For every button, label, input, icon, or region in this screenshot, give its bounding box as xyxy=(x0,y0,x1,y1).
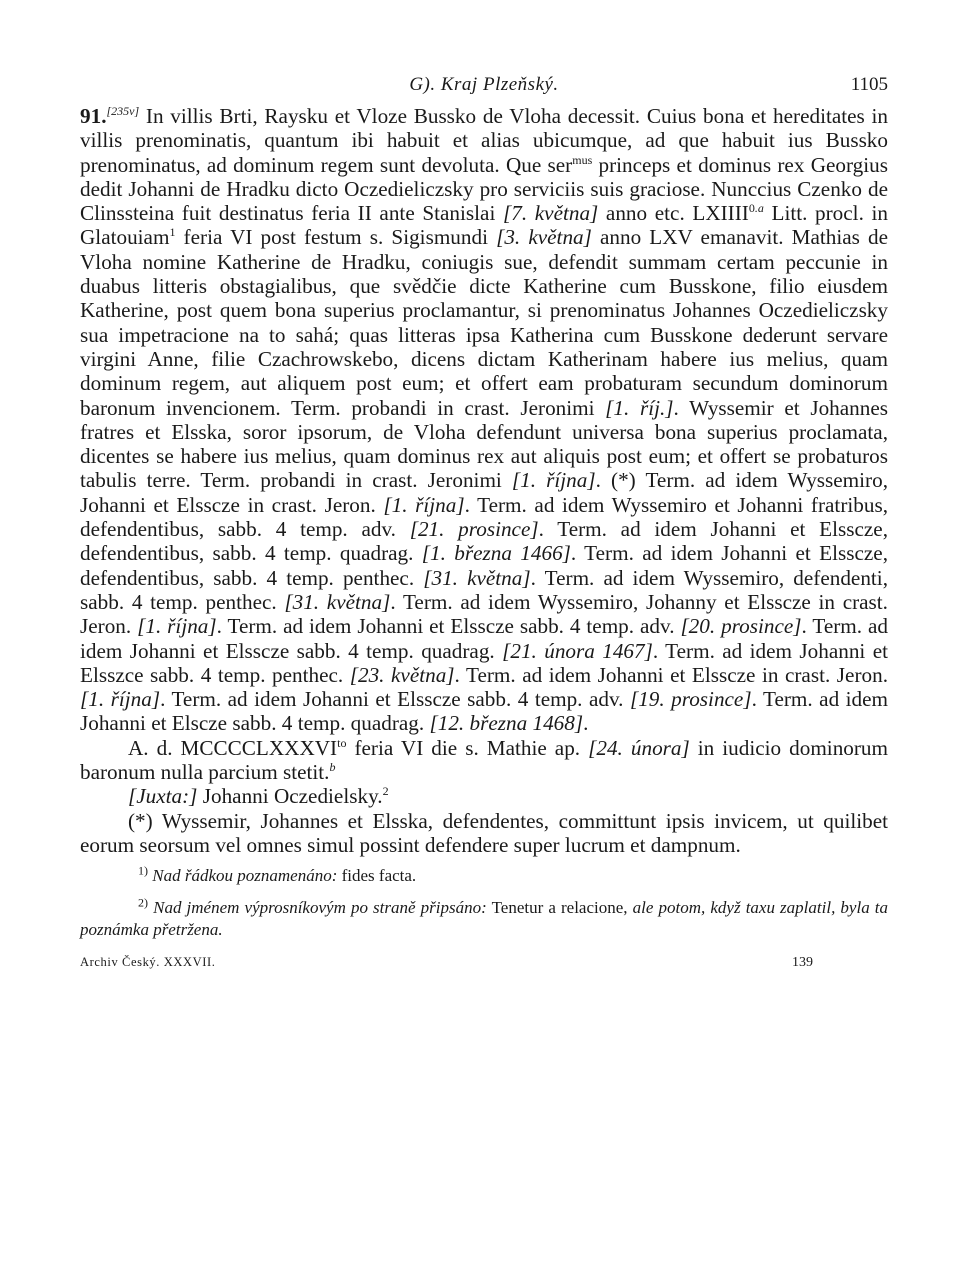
date-note: [31. května] xyxy=(423,565,531,590)
footnote-2 xyxy=(80,897,888,941)
footnote-text: Tenetur a relacione, xyxy=(486,898,633,918)
text-run: princeps et dominus rex Georgius dedit Johanni de Hradku dicto Oczedieliczsky pro serviciis suis graciose. Nunccius Czenko de Clinssteina fuit destinatus feria II ante Stanislai xyxy=(80,152,888,226)
date-note: [31. května] xyxy=(284,589,391,614)
date-note: [1. března 1466] xyxy=(421,541,571,566)
date-note: [23. května] xyxy=(349,662,455,687)
text-run: anno LXV emanavit. Mathias de Vloha nomine Katherine de Hradku, coniugis sue, defendit summam certam peccunie in duabus litteris obstagialibus, que svědčie dicte Katherine cum Busskone, filio eiusdem Katherine, post quem bona superius proclamantur, si prenominatus Johannes Oczedieliczsky sua impetracione na to sahá; quas litteras ipsa Katherina cum Busskone dederunt servare virgini Anne, filie Czachrowskebo, dicens dictam Katherinam habere ius melius, quam dominum regem, aut aliquem post eum; et offert eam probaturam secundum dominorum baronum invencionem. Term. probandi in crast. Jeronimi xyxy=(80,225,888,420)
text-run: In villis Brti, Raysku et Vloze Bussko de Vloha decessit. Cuius bona et hereditates in villis prenominatis, quantum ibi habuit et alias ubicumque, ad que habuit ius Bussko prenominatus, ad dominum regem sunt devoluta. Que ser xyxy=(80,104,888,177)
text-run: . Term. ad idem Johanni et Elsscze sabb. 4 temp. adv. xyxy=(216,614,681,639)
note-ref-a: .a xyxy=(754,201,764,216)
text-run: . Wyssemir et Johannes fratres et Elsska, soror ipsorum, de Vloha defendunt universa bona superius proclamata, dicentes se habere ius melius, quam dominus rex aut aliquis post eum; et offert se probaturos tabulis terre. Term. probandi in crast. Jeronimi xyxy=(80,395,889,493)
text-run: . Term. ad idem Wyssemiro et Johanni fratribus, defendentibus, sabb. 4 temp. adv. xyxy=(80,492,888,542)
editorial-note: [Juxta:] xyxy=(128,784,198,809)
text-run: . Term. ad idem Wyssemiro, Johanny et Elsscze in crast. Jeron. xyxy=(80,589,888,639)
text-run: . Term. ad idem Johanni et Elsszce sabb. 4 temp. penthec. xyxy=(80,638,888,687)
footnote-mark: 2) xyxy=(138,895,148,910)
folio-ref: [235v] xyxy=(106,103,140,118)
entry-paragraph-main xyxy=(80,104,888,736)
date-note: [24. února] xyxy=(588,735,690,760)
text-run: . xyxy=(583,711,589,736)
text-run: . Term. ad idem Johanni et Elsscze sabb. 4 temp. adv. xyxy=(160,687,630,712)
footnote-italic: ale potom, když taxu zaplatil, byla ta poznámka přetržena. xyxy=(80,898,889,940)
date-note: [19. prosince] xyxy=(629,687,752,712)
page-header xyxy=(80,70,888,104)
entry-paragraph-court xyxy=(80,736,888,785)
text-run: feria VI die s. Mathie ap. xyxy=(346,735,589,760)
date-note: [3. května] xyxy=(496,225,592,250)
page xyxy=(80,70,888,977)
date-note: [7. května] xyxy=(502,201,599,226)
text-run: A. d. MCCCCLXXXVI xyxy=(128,735,338,760)
text-run: . Term. ad idem Johanni et Elsscze in crast. Jeron. xyxy=(454,662,888,687)
date-note: [1. října] xyxy=(137,614,217,639)
superscript: mus xyxy=(572,152,593,167)
entry-paragraph-juxta xyxy=(80,784,888,808)
footnote-italic: Nad řádkou poznamenáno: xyxy=(152,866,338,886)
entry-number: 91. xyxy=(80,104,107,128)
footnote-1 xyxy=(80,865,888,887)
superscript: to xyxy=(337,735,347,750)
date-note: [20. prosince] xyxy=(680,614,802,639)
text-run: (*) Wyssemir, Johannes et Elsska, defendentes, committunt ipsis invicem, ut quilibet eorum seorsum vel omnes simul possint defendere super lucrum et dampnum. xyxy=(80,808,888,857)
text-run: . Term. ad idem Johanni et Elscze sabb. 4 temp. quadrag. xyxy=(80,687,889,736)
text-run: . Term. ad idem Wyssemiro, defendenti, sabb. 4 temp. penthec. xyxy=(80,565,888,614)
text-run: anno etc. LXIIII xyxy=(598,201,749,226)
text-run: . Term. ad idem Johanni et Elsscze, defendentibus, sabb. 4 temp. penthec. xyxy=(80,541,888,590)
footnote-text: fides facta. xyxy=(337,866,417,886)
date-note: [1. října] xyxy=(80,687,161,712)
text-run: . Term. ad idem Johanni et Elsscze sabb. 4 temp. quadrag. xyxy=(80,614,888,663)
series-title: Archiv Český. XXXVII. xyxy=(80,955,216,970)
sheet-number: 139 xyxy=(792,955,813,971)
text-run: Litt. procl. in Glatouiam xyxy=(80,201,888,250)
footnote-mark: 1) xyxy=(138,863,148,878)
footnote-italic: Nad jménem výprosníkovým po straně připsáno: xyxy=(153,898,487,918)
footnotes xyxy=(80,865,888,941)
note-ref-b: b xyxy=(329,759,336,774)
date-note: [1. října] xyxy=(383,492,465,517)
text-run: in iudicio dominorum baronum nulla parcium stetit. xyxy=(80,735,889,785)
text-run: . Term. ad idem Johanni et Elsscze, defendentibus, sabb. 4 temp. quadrag. xyxy=(80,517,889,566)
superscript: 0 xyxy=(748,201,755,216)
date-note: [1. října] xyxy=(511,468,596,493)
date-note: [21. prosince] xyxy=(409,517,539,542)
text-run: Johanni Oczedielsky. xyxy=(197,784,383,809)
date-note: [12. března 1468] xyxy=(429,711,584,736)
date-note: [1. říj.] xyxy=(605,395,674,420)
note-ref-2: 2 xyxy=(382,784,389,799)
page-number: 1105 xyxy=(850,74,888,95)
entry-paragraph-asterisk xyxy=(80,809,888,858)
running-head: G). Kraj Plzeňský. xyxy=(409,74,559,95)
page-footer xyxy=(80,951,888,977)
date-note: [21. února 1467] xyxy=(502,638,653,663)
text-run: . (*) Term. ad idem Wyssemiro, Johanni et Elsscze in crast. Jeron. xyxy=(80,468,888,517)
text-run: feria VI post festum s. Sigismundi xyxy=(175,225,497,250)
entry-body xyxy=(80,104,888,857)
note-ref-1: 1 xyxy=(169,225,176,240)
